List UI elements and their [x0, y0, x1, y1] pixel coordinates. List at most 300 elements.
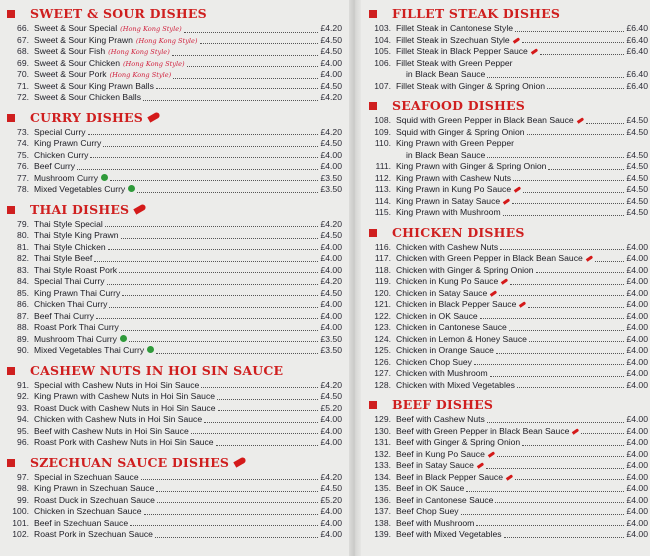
menu-item: [366, 276, 648, 288]
dot-leader: [141, 472, 319, 481]
item-price: £4.50: [626, 207, 648, 217]
dot-leader: [109, 299, 318, 308]
item-name: Beef in Black Pepper Sauce: [396, 472, 513, 484]
item-number: 134.: [374, 471, 391, 482]
item-number: 136.: [374, 494, 391, 505]
item-price: £4.00: [320, 69, 342, 79]
section-title: SZECHUAN SAUCE DISHES: [30, 455, 246, 470]
bullet-square-icon: [7, 367, 15, 375]
item-name: Chicken Curry: [34, 149, 89, 160]
menu-item: [4, 127, 342, 139]
menu-item: [4, 437, 342, 449]
item-price: £4.20: [320, 126, 342, 137]
dot-leader: [495, 495, 624, 504]
dot-leader: [155, 529, 319, 538]
item-price: £4.00: [626, 368, 648, 378]
section-cashew: [4, 363, 342, 449]
dot-leader: [536, 265, 625, 274]
item-name: Beef Chop Suey: [396, 506, 459, 516]
dot-leader: [466, 483, 624, 492]
item-name: Mixed Vegetables Thai Curry: [34, 345, 154, 357]
item-number: 74.: [17, 138, 29, 148]
item-price: £3.50: [320, 184, 342, 194]
dot-leader: [476, 518, 624, 527]
item-name: Beef in Cantonese Sauce: [396, 494, 494, 505]
dot-leader: [529, 334, 625, 343]
menu-item: [4, 391, 342, 403]
item-name: Beef with Green Pepper in Black Bean Sauce: [396, 426, 579, 438]
item-number: 128.: [374, 379, 391, 390]
bullet-square-icon: [369, 10, 377, 18]
bullet-square-icon: [369, 102, 377, 110]
menu-item: [4, 322, 342, 334]
menu-item: [366, 414, 648, 426]
item-price: £4.50: [320, 391, 342, 401]
item-price: £4.00: [626, 425, 648, 436]
menu-item: [4, 334, 342, 346]
menu-item: [366, 265, 648, 277]
item-number: 86.: [17, 299, 29, 309]
item-name: King Prawn with Green Pepper: [396, 138, 514, 148]
item-name: Chicken in Szechuan Sauce: [34, 506, 142, 516]
menu-item: [366, 506, 648, 518]
item-name: Fillet Steak in Szechuan Style: [396, 35, 520, 47]
dot-leader: [586, 115, 625, 124]
item-name: Special Curry: [34, 126, 86, 137]
item-name: Sweet & Sour Special (Hong Kong Style): [34, 23, 182, 33]
item-name-continued: in Black Bean Sauce: [406, 149, 486, 160]
item-number: 135.: [374, 483, 391, 493]
menu-item: [366, 426, 648, 438]
dot-leader: [513, 173, 624, 182]
item-number: 137.: [374, 506, 391, 516]
item-price: £4.50: [320, 34, 342, 45]
item-price: £4.00: [626, 333, 648, 344]
item-price: £4.00: [320, 299, 342, 309]
menu-item: [4, 253, 342, 265]
item-price: £6.40: [626, 34, 648, 45]
item-name: Chicken with Ginger & Spring Onion: [396, 264, 534, 275]
page-spine: [349, 0, 361, 556]
section-curry: [4, 110, 342, 196]
item-number: 66.: [17, 23, 29, 33]
item-name: Special in Szechuan Sauce: [34, 471, 139, 482]
item-note: (Hong Kong Style): [120, 25, 182, 33]
item-name: Beef in OK Sauce: [396, 483, 465, 493]
item-name: King Prawn with Mushroom: [396, 207, 501, 217]
section-title: SWEET & SOUR DISHES: [30, 6, 207, 21]
dot-leader: [172, 46, 319, 56]
menu-item: [4, 92, 342, 104]
item-number: 107.: [374, 80, 391, 91]
dot-leader: [173, 69, 318, 79]
item-price: £4.20: [320, 23, 342, 33]
item-number: 106.: [374, 57, 391, 68]
item-note: (Hong Kong Style): [135, 36, 198, 45]
item-price: £4.00: [626, 356, 648, 367]
left-column: [4, 0, 342, 541]
item-name: Thai Style Roast Pork: [34, 264, 118, 275]
menu-item: [366, 437, 648, 449]
item-name: Beef in Kung Po Sauce: [396, 449, 495, 461]
item-price: £4.50: [626, 115, 648, 125]
item-name: Thai Style King Prawn: [34, 230, 119, 240]
item-price: £4.50: [626, 195, 648, 206]
menu-item: [366, 161, 648, 173]
item-price: £4.50: [626, 184, 648, 194]
menu-item: [4, 184, 342, 196]
item-number: 101.: [12, 517, 29, 528]
vegetarian-icon: [120, 335, 127, 342]
item-name-continued: in Black Bean Sauce: [406, 69, 486, 79]
menu-item: [366, 173, 648, 185]
item-price: £4.20: [320, 92, 342, 102]
dot-leader: [94, 253, 318, 262]
menu-item: [4, 472, 342, 484]
item-price: £4.50: [320, 80, 342, 91]
item-price: £4.00: [320, 414, 342, 424]
item-name: Sweet & Sour King Prawn (Hong Kong Style): [34, 34, 198, 45]
item-name: Roast Duck with Cashew Nuts in Hoi Sin Sauce: [34, 402, 216, 413]
dot-leader: [157, 495, 319, 504]
menu-item: [366, 207, 648, 219]
menu-item: [4, 483, 342, 495]
menu-item: [366, 322, 648, 334]
dot-leader: [90, 150, 318, 159]
menu-item: [366, 495, 648, 507]
chili-icon: [488, 451, 495, 457]
menu-item: [4, 173, 342, 185]
item-name: Thai Style Special: [34, 218, 103, 229]
dot-leader: [547, 81, 624, 90]
item-name: Chicken Thai Curry: [34, 299, 108, 309]
item-price: £4.00: [320, 310, 342, 321]
item-name: Chicken with Cashew Nuts in Hoi Sin Sauce: [34, 414, 203, 424]
chili-icon: [233, 456, 246, 467]
menu-item-continuation: [366, 69, 648, 81]
item-name: Squid with Green Pepper in Black Bean Sauce: [396, 115, 584, 127]
section-sweet-sour: [4, 6, 342, 104]
chili-icon: [501, 278, 508, 284]
dot-leader: [110, 173, 318, 182]
menu-item: [4, 23, 342, 35]
dot-leader: [461, 506, 625, 515]
item-name: Beef with Mushroom: [396, 517, 475, 528]
chili-icon: [519, 301, 526, 307]
dot-leader: [487, 150, 624, 159]
menu-item: [366, 115, 648, 127]
menu-item: [366, 380, 648, 392]
item-number: 97.: [17, 471, 29, 482]
chili-icon: [514, 186, 521, 192]
item-price: £4.00: [626, 241, 648, 252]
dot-leader: [490, 368, 625, 377]
item-name: Beef with Mixed Vegetables: [396, 529, 502, 539]
item-number: 130.: [374, 425, 391, 436]
item-number: 109.: [374, 126, 391, 137]
item-number: 123.: [374, 322, 391, 332]
dot-leader: [129, 334, 319, 343]
item-name: Sweet & Sour Pork (Hong Kong Style): [34, 69, 172, 79]
dot-leader: [96, 311, 318, 320]
item-name: Chicken with Green Pepper in Black Bean Sauce: [396, 253, 593, 265]
menu-item: [4, 46, 342, 58]
dot-leader: [121, 230, 319, 239]
menu-item: [366, 138, 648, 150]
item-price: £4.50: [626, 149, 648, 160]
menu-item: [366, 253, 648, 265]
item-number: 79.: [17, 218, 29, 229]
item-price: £4.00: [626, 483, 648, 493]
item-price: £4.00: [626, 276, 648, 286]
right-column: [366, 0, 648, 541]
dot-leader: [77, 161, 318, 170]
item-name: Chicken Chop Suey: [396, 356, 472, 367]
section-title: CURRY DISHES: [30, 110, 160, 125]
dot-leader: [527, 127, 625, 136]
section-title: THAI DISHES: [30, 202, 146, 217]
item-number: 82.: [17, 253, 29, 263]
item-number: 124.: [374, 333, 391, 344]
item-number: 103.: [374, 23, 391, 33]
item-number: 125.: [374, 345, 391, 355]
menu-item: [4, 299, 342, 311]
item-name: Sweet & Sour King Prawn Balls: [34, 80, 154, 91]
dot-leader: [121, 322, 319, 331]
item-price: £4.00: [320, 149, 342, 160]
item-name: Chicken in OK Sauce: [396, 310, 478, 321]
item-price: £3.50: [320, 345, 342, 355]
item-name: King Prawn with Ginger & Spring Onion: [396, 161, 547, 171]
item-price: £4.00: [626, 287, 648, 298]
item-name: Sweet & Sour Fish (Hong Kong Style): [34, 46, 170, 56]
item-number: 72.: [17, 92, 29, 102]
item-name: Chicken with Cashew Nuts: [396, 241, 499, 252]
item-price: £4.50: [626, 172, 648, 183]
item-name: Beef with Cashew Nuts: [396, 414, 485, 424]
item-name: Sweet & Sour Chicken (Hong Kong Style): [34, 57, 185, 68]
item-price: £3.50: [320, 333, 342, 344]
dot-leader: [510, 276, 624, 285]
item-price: £4.50: [626, 126, 648, 137]
chili-icon: [506, 474, 513, 480]
item-name: Beef in Szechuan Sauce: [34, 517, 129, 528]
dot-leader: [119, 265, 318, 274]
section-title: BEEF DISHES: [392, 397, 494, 412]
item-price: £4.00: [626, 299, 648, 309]
item-number: 95.: [17, 425, 29, 436]
bullet-square-icon: [7, 114, 15, 122]
item-price: £4.00: [626, 529, 648, 539]
item-name: King Prawn in Satay Sauce: [396, 196, 510, 208]
menu-item: [4, 380, 342, 392]
item-price: £4.00: [320, 57, 342, 68]
dot-leader: [88, 127, 319, 136]
chili-icon: [503, 198, 510, 204]
chili-icon: [576, 117, 583, 123]
item-price: £4.00: [626, 322, 648, 332]
item-number: 108.: [374, 115, 391, 125]
chili-icon: [586, 255, 593, 261]
item-name: Special with Cashew Nuts in Hoi Sin Sauce: [34, 379, 200, 390]
dot-leader: [503, 207, 625, 216]
menu-item: [366, 127, 648, 139]
item-price: £4.50: [320, 483, 342, 493]
item-number: 114.: [374, 195, 391, 206]
item-number: 88.: [17, 322, 29, 332]
chili-icon: [512, 37, 519, 43]
item-name: Roast Pork in Szechuan Sauce: [34, 529, 153, 539]
menu-item: [366, 460, 648, 472]
menu-item: [4, 288, 342, 300]
menu-item: [4, 219, 342, 231]
item-number: 67.: [17, 34, 29, 45]
item-name: Chicken in Satay Sauce: [396, 288, 497, 300]
menu-item: [366, 518, 648, 530]
item-name: Fillet Steak in Black Pepper Sauce: [396, 46, 538, 58]
dot-leader: [497, 449, 625, 458]
item-price: £4.50: [320, 230, 342, 240]
menu-item: [4, 69, 342, 81]
section-title: CASHEW NUTS IN HOI SIN SAUCE: [30, 362, 284, 378]
item-price: £4.00: [626, 506, 648, 516]
item-number: 81.: [17, 241, 29, 252]
item-name: Chicken in Orange Sauce: [396, 345, 494, 355]
item-number: 131.: [374, 437, 391, 447]
item-number: 94.: [17, 414, 29, 424]
item-name: King Prawn in Szechuan Sauce: [34, 483, 155, 493]
item-number: 80.: [17, 230, 29, 240]
item-name: Thai Style Chicken: [34, 241, 106, 252]
menu-item: [366, 242, 648, 254]
item-name: Chicken in Black Pepper Sauce: [396, 299, 526, 311]
item-number: 73.: [17, 126, 29, 137]
dot-leader: [107, 276, 319, 285]
menu-item: [4, 242, 342, 254]
item-price: £4.00: [320, 322, 342, 332]
item-number: 92.: [17, 391, 29, 401]
item-price: £4.00: [626, 345, 648, 355]
dot-leader: [515, 23, 624, 32]
menu-item: [366, 357, 648, 369]
item-number: 90.: [17, 345, 29, 355]
item-price: £3.50: [320, 172, 342, 183]
menu-item: [366, 184, 648, 196]
item-number: 132.: [374, 448, 391, 459]
item-number: 110.: [374, 138, 391, 148]
section-title: CHICKEN DISHES: [392, 224, 525, 240]
menu-item: [4, 495, 342, 507]
section-seafood: [366, 98, 648, 219]
dot-leader: [517, 380, 625, 389]
item-number: 78.: [17, 184, 29, 194]
item-name: King Prawn with Cashew Nuts: [396, 172, 512, 183]
item-price: £4.00: [626, 437, 648, 447]
item-price: £4.00: [626, 379, 648, 390]
dot-leader: [523, 184, 624, 193]
dot-leader: [108, 242, 319, 251]
bullet-square-icon: [369, 229, 377, 237]
menu-item-continuation: [366, 150, 648, 162]
section-thai: [4, 202, 342, 357]
menu-item: [4, 518, 342, 530]
item-note: (Hong Kong Style): [108, 48, 170, 56]
dot-leader: [191, 426, 319, 435]
item-price: £4.00: [626, 494, 648, 505]
item-name: King Prawn Thai Curry: [34, 287, 121, 298]
item-number: 77.: [17, 172, 29, 183]
item-name: Fillet Steak with Ginger & Spring Onion: [396, 80, 546, 91]
item-name: Fillet Steak in Cantonese Style: [396, 23, 514, 33]
item-number: 75.: [17, 149, 29, 160]
menu-item: [366, 81, 648, 93]
dot-leader: [105, 219, 319, 228]
vegetarian-icon: [101, 174, 108, 181]
item-number: 85.: [17, 287, 29, 298]
item-number: 96.: [17, 437, 29, 447]
dot-leader: [540, 46, 625, 55]
dot-leader: [217, 391, 318, 400]
item-name: Fillet Steak with Green Pepper: [396, 57, 513, 68]
item-name: King Prawn in Kung Po Sauce: [396, 184, 521, 196]
item-price: £4.00: [626, 517, 648, 528]
item-number: 98.: [17, 483, 29, 493]
item-number: 122.: [374, 310, 391, 321]
item-number: 118.: [374, 264, 391, 275]
dot-leader: [480, 311, 625, 320]
dot-leader: [201, 380, 318, 389]
dot-leader: [512, 196, 624, 205]
section-chicken: [366, 225, 648, 392]
item-number: 116.: [374, 241, 391, 252]
menu-item: [4, 403, 342, 415]
item-number: 68.: [17, 46, 29, 56]
item-price: £4.20: [320, 276, 342, 286]
item-name: Mushroom Thai Curry: [34, 334, 127, 346]
item-number: 113.: [374, 184, 391, 194]
dot-leader: [122, 288, 318, 297]
dot-leader: [474, 357, 625, 366]
item-number: 70.: [17, 69, 29, 79]
item-number: 83.: [17, 264, 29, 275]
item-price: £4.50: [320, 287, 342, 298]
menu-item: [4, 161, 342, 173]
dot-leader: [216, 437, 319, 446]
item-number: 133.: [374, 460, 391, 470]
menu-item: [4, 426, 342, 438]
item-name: Sweet & Sour Chicken Balls: [34, 92, 141, 102]
item-number: 100.: [12, 506, 29, 516]
vegetarian-icon: [147, 346, 154, 353]
dot-leader: [130, 518, 318, 527]
menu-item: [366, 288, 648, 300]
item-price: £4.00: [320, 264, 342, 275]
bullet-square-icon: [7, 206, 15, 214]
menu-item: [4, 311, 342, 323]
item-price: £6.40: [626, 46, 648, 56]
menu-item: [366, 23, 648, 35]
item-price: £4.00: [626, 414, 648, 424]
item-price: £4.00: [626, 460, 648, 470]
menu-item: [366, 58, 648, 70]
item-number: 102.: [12, 529, 29, 539]
menu-item: [366, 46, 648, 58]
dot-leader: [487, 69, 624, 78]
menu-item: [366, 311, 648, 323]
item-number: 120.: [374, 287, 391, 298]
menu-item: [366, 368, 648, 380]
menu-item: [4, 81, 342, 93]
